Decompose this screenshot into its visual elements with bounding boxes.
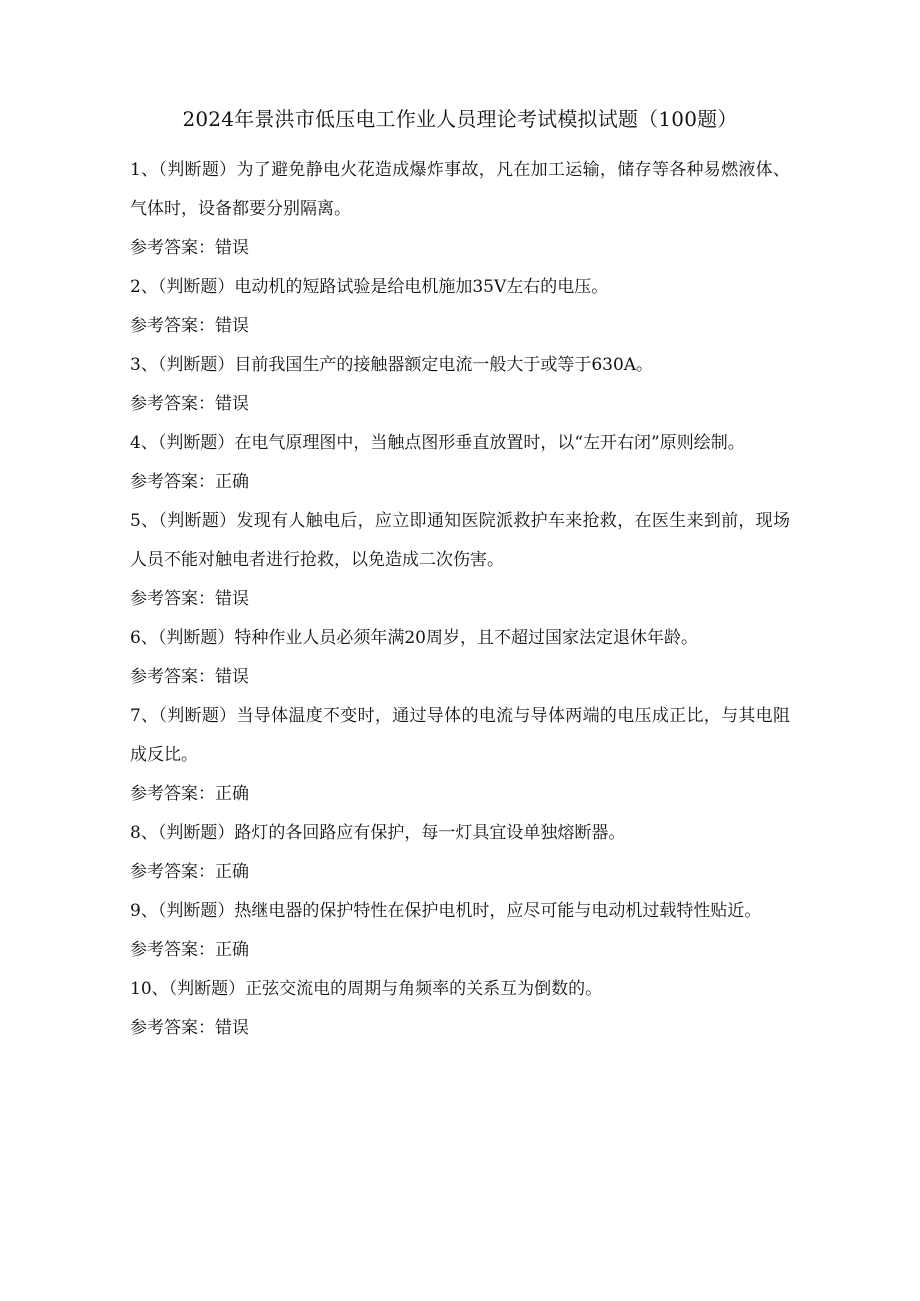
question-item bbox=[130, 814, 790, 892]
question-text: 9、（判断题）热继电器的保护特性在保护电机时，应尽可能与电动机过载特性贴近。 bbox=[130, 901, 762, 921]
answer-text: 参考答案：错误 bbox=[130, 1018, 249, 1038]
answer-text: 参考答案：错误 bbox=[130, 316, 249, 336]
question-text: 4、（判断题）在电气原理图中，当触点图形垂直放置时，以“左开右闭”原则绘制。 bbox=[130, 433, 745, 453]
answer-text: 参考答案：错误 bbox=[130, 589, 249, 609]
question-text: 5、（判断题）发现有人触电后，应立即通知医院派救护车来抢救，在医生来到前，现场人员不能对触电者进行抢救，以免造成二次伤害。 bbox=[130, 511, 790, 570]
question-text: 7、（判断题）当导体温度不变时，通过导体的电流与导体两端的电压成正比，与其电阻成反比。 bbox=[130, 706, 790, 765]
question-item bbox=[130, 424, 790, 502]
answer-text: 参考答案：错误 bbox=[130, 238, 249, 258]
question-text: 2、（判断题）电动机的短路试验是给电机施加35V左右的电压。 bbox=[130, 277, 609, 297]
question-item bbox=[130, 697, 790, 814]
answer-text: 参考答案：正确 bbox=[130, 862, 249, 882]
question-text: 6、（判断题）特种作业人员必须年满20周岁，且不超过国家法定退休年龄。 bbox=[130, 628, 698, 648]
question-item bbox=[130, 619, 790, 697]
answer-text: 参考答案：错误 bbox=[130, 667, 249, 687]
question-item bbox=[130, 502, 790, 619]
question-item bbox=[130, 268, 790, 346]
question-item bbox=[130, 892, 790, 970]
answer-text: 参考答案：正确 bbox=[130, 472, 249, 492]
question-text: 1、（判断题）为了避免静电火花造成爆炸事故，凡在加工运输，储存等各种易燃液体、气体时，设备都要分别隔离。 bbox=[130, 160, 790, 219]
question-item bbox=[130, 151, 790, 268]
question-item bbox=[130, 346, 790, 424]
question-text: 10、（判断题）正弦交流电的周期与角频率的关系互为倒数的。 bbox=[130, 979, 603, 999]
question-text: 8、（判断题）路灯的各回路应有保护，每一灯具宜设单独熔断器。 bbox=[130, 823, 626, 843]
document-title: 2024年景洪市低压电工作业人员理论考试模拟试题（100题） bbox=[182, 107, 738, 131]
question-text: 3、（判断题）目前我国生产的接触器额定电流一般大于或等于630A。 bbox=[130, 355, 654, 375]
answer-text: 参考答案：错误 bbox=[130, 394, 249, 414]
answer-text: 参考答案：正确 bbox=[130, 940, 249, 960]
question-item bbox=[130, 970, 790, 1048]
answer-text: 参考答案：正确 bbox=[130, 784, 249, 804]
question-list bbox=[130, 151, 790, 1048]
